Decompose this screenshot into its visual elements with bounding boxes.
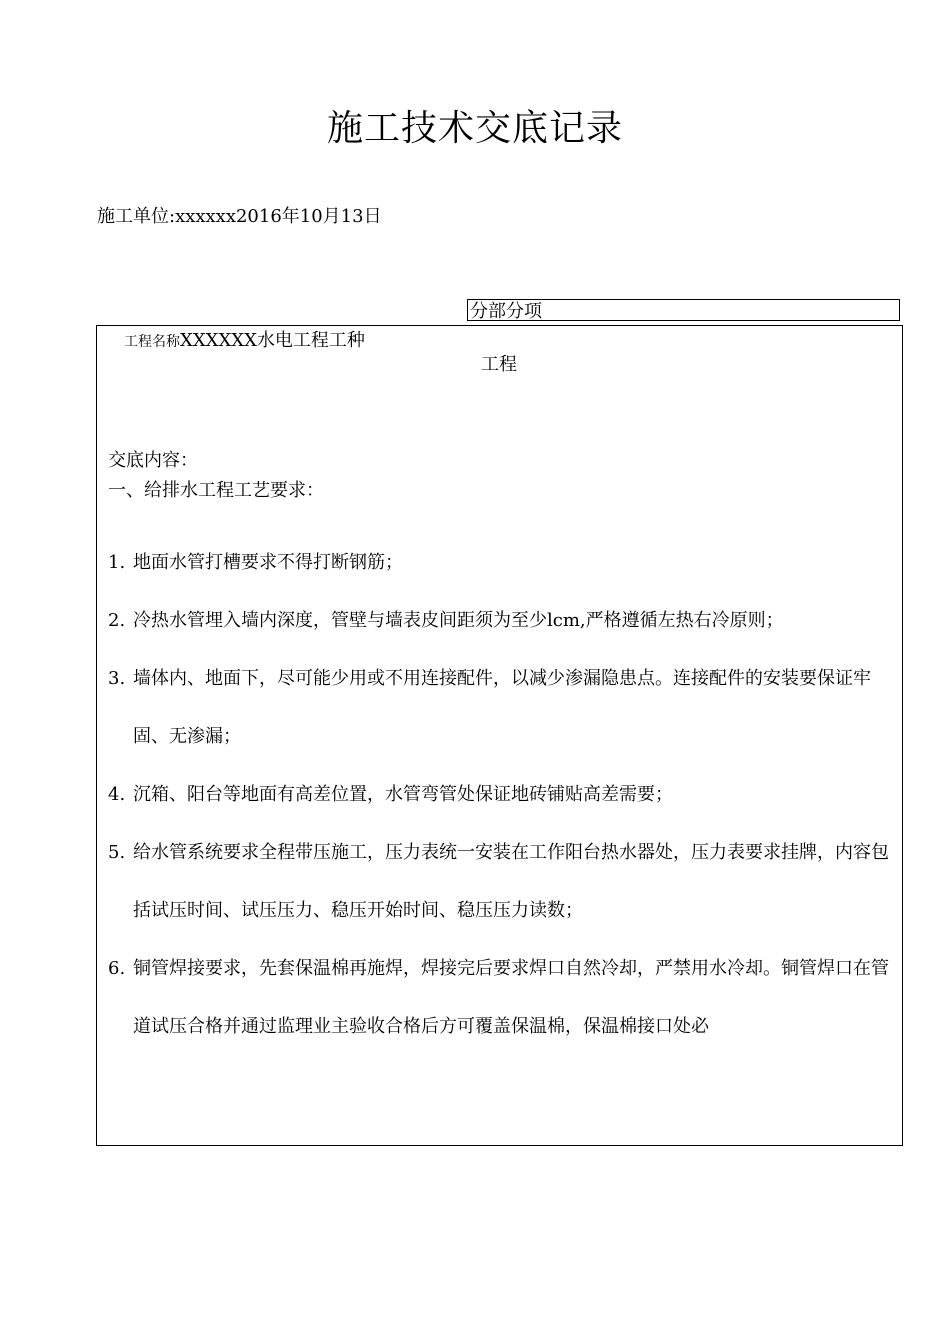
item-text: 沉箱、阳台等地面有高差位置，水管弯管处保证地砖铺贴高差需要； bbox=[133, 784, 673, 805]
disclosure-content-box bbox=[96, 325, 903, 1146]
content-intro: 交底内容： bbox=[108, 450, 198, 471]
list-item bbox=[108, 592, 893, 650]
section-heading: 一、给排水工程工艺要求： bbox=[108, 480, 324, 501]
project-name-value: XXXXXX水电工程工种 bbox=[180, 330, 365, 351]
project-name-row bbox=[124, 329, 365, 354]
list-item bbox=[108, 824, 893, 940]
project-name-suffix: 工程 bbox=[481, 354, 517, 375]
construction-unit-date: 施工单位:xxxxxx2016年10月13日 bbox=[97, 206, 382, 227]
list-item bbox=[108, 766, 893, 824]
subsection-label: 分部分项 bbox=[470, 301, 542, 322]
item-number: 6. bbox=[108, 958, 126, 979]
item-text: 墙体内、地面下，尽可能少用或不用连接配件，以减少渗漏隐患点。连接配件的安装要保证牢固、无渗漏； bbox=[133, 668, 871, 747]
item-number: 3. bbox=[108, 668, 126, 689]
item-text: 冷热水管埋入墙内深度，管壁与墙表皮间距须为至少lcm,严格遵循左热右冷原则； bbox=[133, 610, 784, 631]
item-text: 地面水管打槽要求不得打断钢筋； bbox=[133, 552, 403, 573]
document-title: 施工技术交底记录 bbox=[326, 108, 623, 149]
list-item bbox=[108, 650, 893, 766]
item-number: 5. bbox=[108, 842, 126, 863]
item-number: 1. bbox=[108, 552, 126, 573]
item-number: 4. bbox=[108, 784, 126, 805]
project-name-key: 工程名称 bbox=[124, 334, 180, 350]
list-item bbox=[108, 940, 893, 1056]
item-text: 给水管系统要求全程带压施工，压力表统一安装在工作阳台热水器处，压力表要求挂牌，内容包括试压时间、试压压力、稳压开始时间、稳压压力读数； bbox=[133, 842, 889, 921]
subsection-box bbox=[467, 299, 900, 321]
list-item bbox=[108, 534, 893, 592]
disclosure-content bbox=[108, 446, 893, 1056]
item-number: 2. bbox=[108, 610, 126, 631]
item-text: 铜管焊接要求，先套保温棉再施焊，焊接完后要求焊口自然冷却，严禁用水冷却。铜管焊口在管道试压合格并通过监理业主验收合格后方可覆盖保温棉，保温棉接口处必 bbox=[133, 958, 889, 1037]
